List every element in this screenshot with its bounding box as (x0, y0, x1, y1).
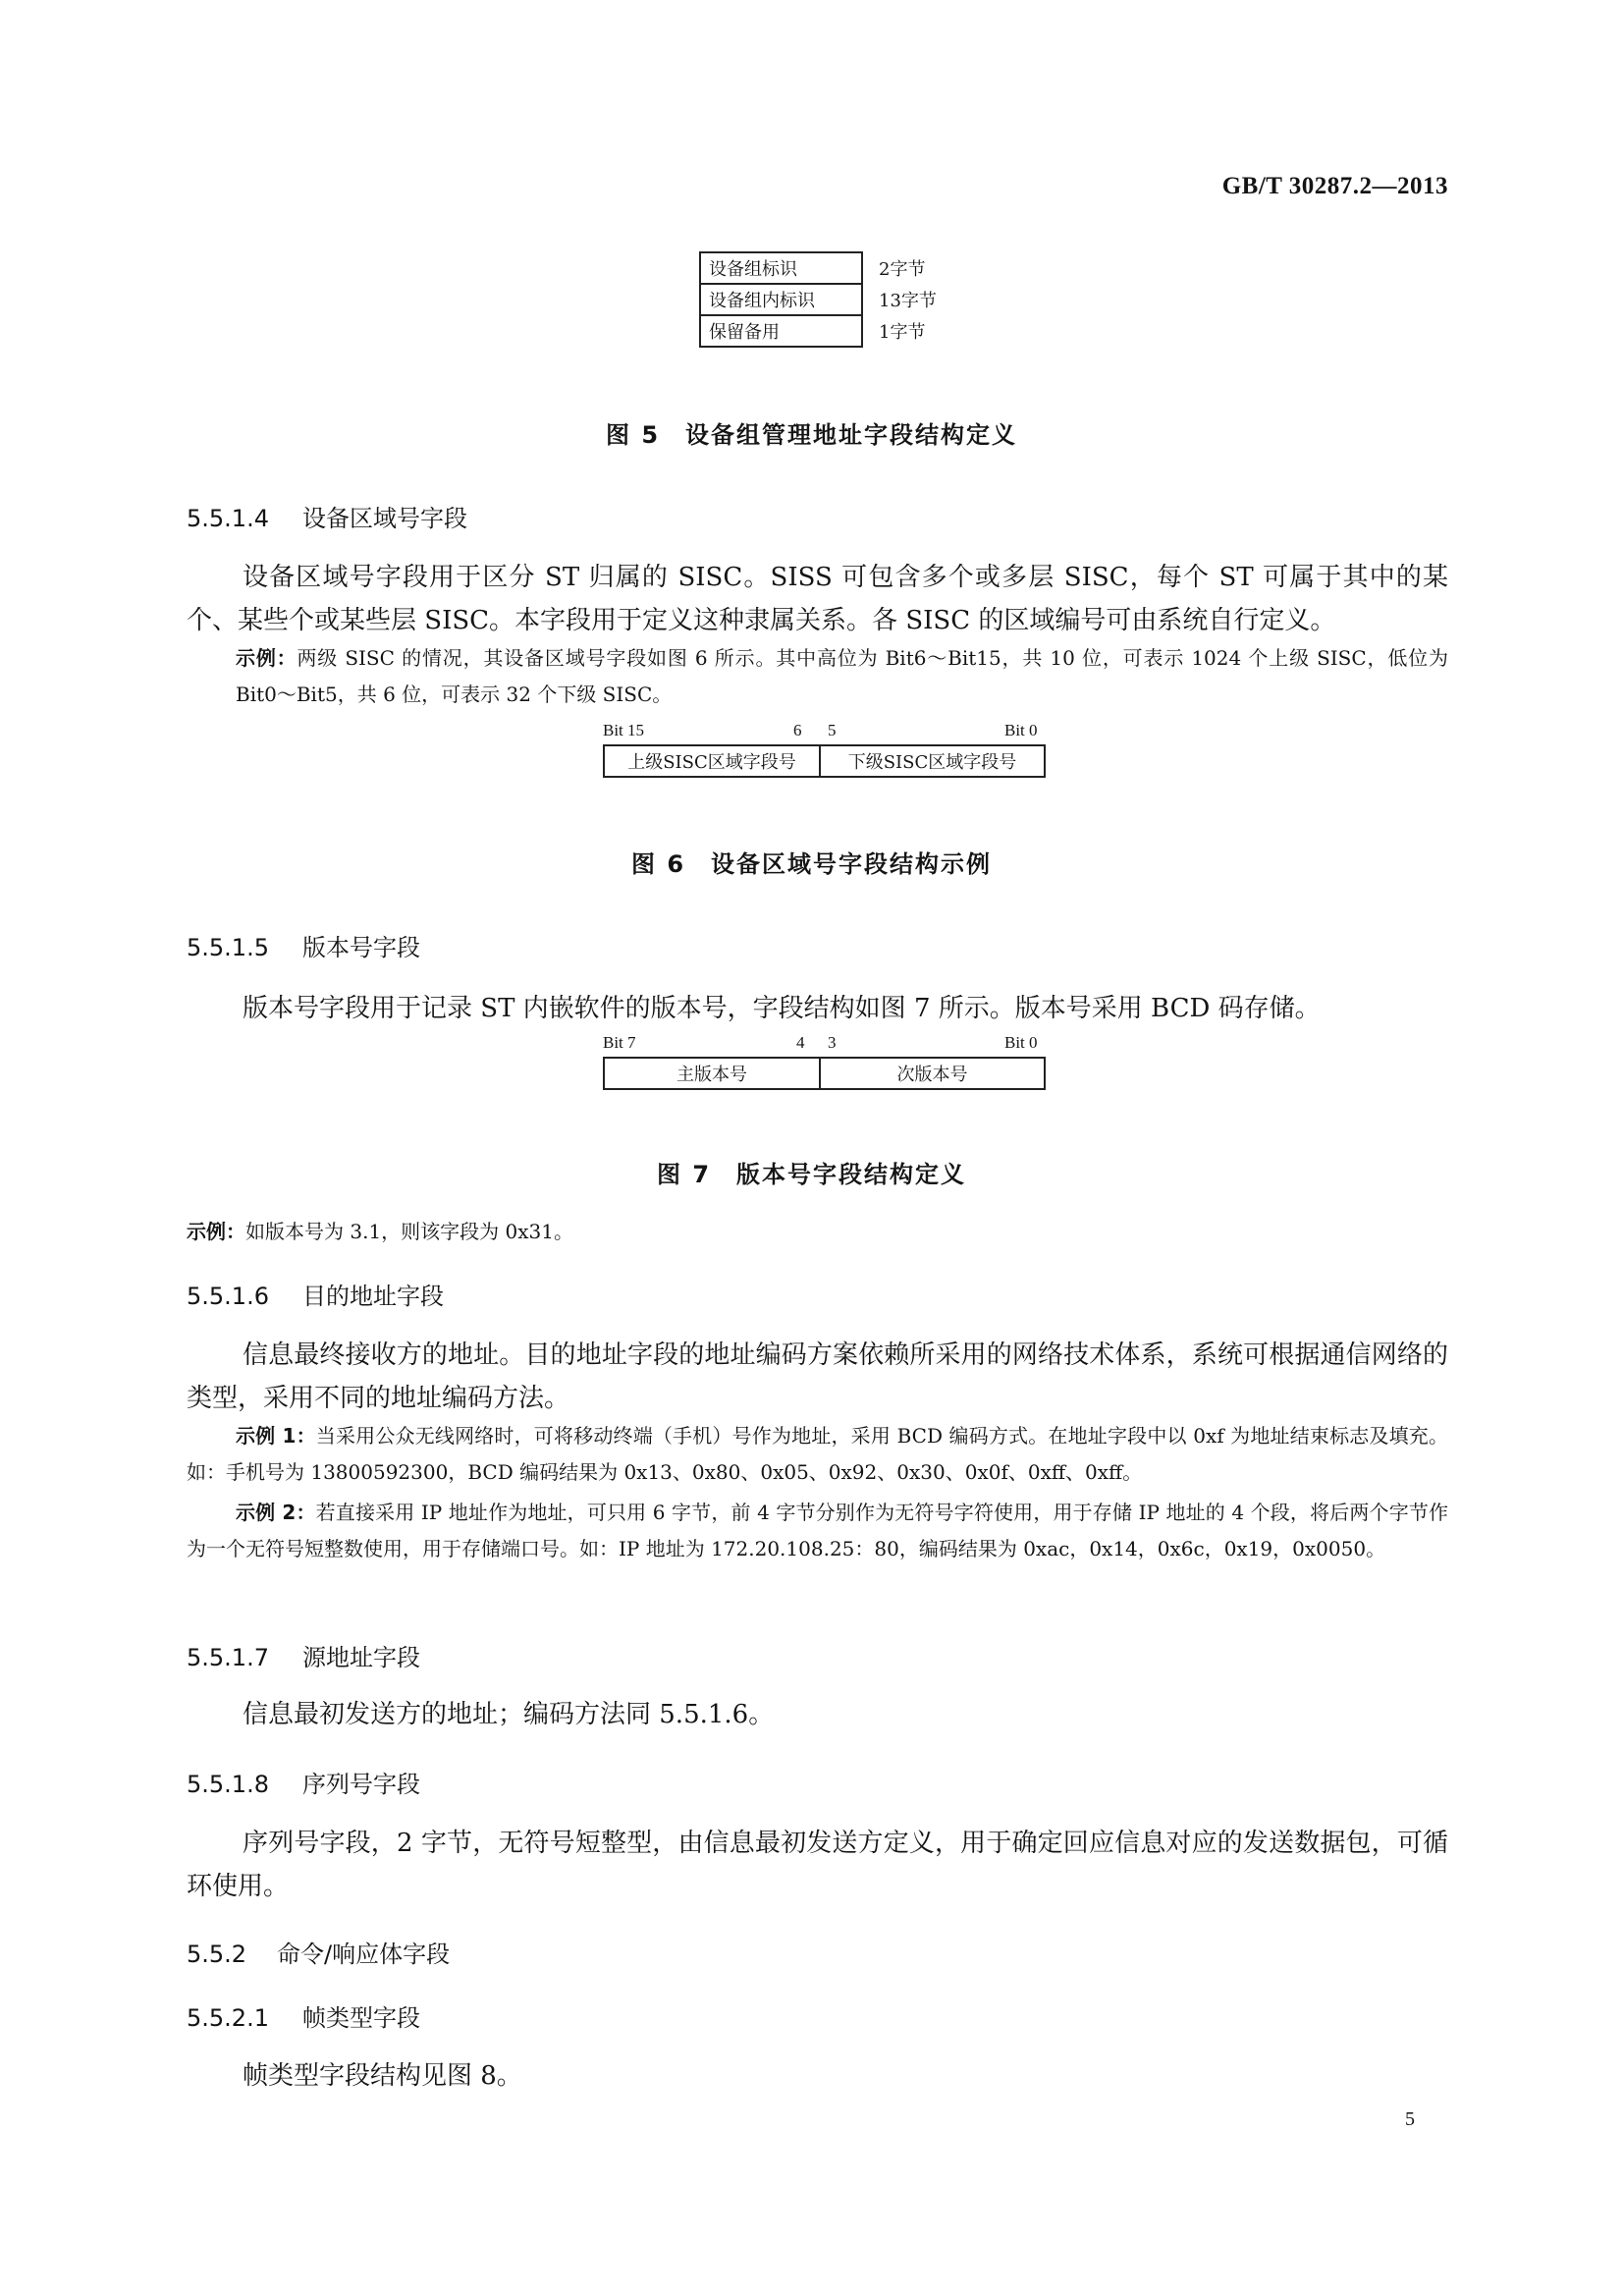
example-text: 若直接采用 IP 地址作为地址，可只用 6 字节，前 4 字节分别作为无符号字符使用，用于存储 IP 地址的 4 个段，将后两个字节作为一个无符号短整数使用，用于存储端口号。如：IP 地址为 172.20.108.25：80，编码结果为 0xac，0x14，0x6c，0x19，0x0050。 (187, 1501, 1448, 1560)
field-cell: 下级SISC区域字段号 (819, 746, 1044, 776)
table-row (700, 284, 946, 315)
example (187, 1214, 1448, 1250)
figure-7-bitfield (603, 1057, 1046, 1090)
field-size: 2字节 (879, 259, 926, 280)
section-heading-5-5-2 (187, 1935, 450, 1969)
example-2 (187, 1495, 1448, 1567)
field-cell: 上级SISC区域字段号 (627, 752, 796, 773)
example-label: 示例： (187, 1220, 245, 1243)
section-number: 5.5.1.4 (187, 505, 269, 532)
bit-label: 4 (796, 1033, 805, 1052)
figure-7-caption: 图 7 版本号字段结构定义 (656, 1161, 967, 1188)
bit-label: 3 (828, 1033, 837, 1052)
example-text: 两级 SISC 的情况，其设备区域号字段如图 6 所示。其中高位为 Bit6～Bit15，共 10 位，可表示 1024 个上级 SISC，低位为 Bit0～Bit5，共 6 位，可表示 32 个下级 SISC。 (236, 646, 1448, 706)
example (236, 640, 1448, 713)
example-label: 示例 2： (236, 1501, 316, 1524)
table-row (700, 315, 946, 347)
section-heading-5-5-1-6 (187, 1277, 444, 1311)
section-heading-5-5-1-7 (187, 1638, 420, 1672)
paragraph: 信息最终接收方的地址。目的地址字段的地址编码方案依赖所采用的网络技术体系，系统可根据通信网络的类型，采用不同的地址编码方法。 (187, 1340, 1448, 1413)
standard-number: GB/T 30287.2—2013 (1221, 173, 1448, 199)
field-cell: 主版本号 (676, 1065, 747, 1085)
page-number: 5 (1405, 2108, 1415, 2130)
field-name: 保留备用 (700, 315, 862, 347)
section-number: 5.5.1.6 (187, 1283, 269, 1310)
paragraph: 设备区域号字段用于区分 ST 归属的 SISC。SISS 可包含多个或多层 SISC，每个 ST 可属于其中的某个、某些个或某些层 SISC。本字段用于定义这种隶属关系。各 SISC 的区域编号可由系统自行定义。 (187, 563, 1448, 635)
section-number: 5.5.1.8 (187, 1771, 269, 1798)
bit-label: Bit 15 (603, 721, 645, 739)
section-title: 帧类型字段 (302, 2004, 420, 2032)
table-row (700, 252, 946, 284)
section-title: 目的地址字段 (302, 1283, 444, 1310)
field-name: 设备组标识 (700, 252, 862, 284)
figure-6-bitfield (603, 744, 1046, 778)
section-number: 5.5.1.5 (187, 934, 269, 961)
field-size: 1字节 (879, 322, 926, 343)
bit-label: Bit 0 (1004, 1033, 1038, 1052)
paragraph: 信息最初发送方的地址；编码方法同 5.5.1.6。 (243, 1700, 775, 1729)
field-size: 13字节 (879, 291, 937, 311)
field-cell: 次版本号 (819, 1059, 1044, 1088)
section-title: 命令/响应体字段 (277, 1941, 451, 1968)
section-number: 5.5.2.1 (187, 2004, 269, 2032)
paragraph: 版本号字段用于记录 ST 内嵌软件的版本号，字段结构如图 7 所示。版本号采用 BCD 码存储。 (243, 994, 1321, 1023)
section-title: 设备区域号字段 (302, 505, 467, 532)
bit-label: Bit 7 (603, 1033, 636, 1052)
section-number: 5.5.1.7 (187, 1644, 269, 1671)
section-heading-5-5-1-5 (187, 928, 420, 962)
figure-6-caption: 图 6 设备区域号字段结构示例 (630, 850, 993, 878)
paragraph: 序列号字段，2 字节，无符号短整型，由信息最初发送方定义，用于确定回应信息对应的发送数据包，可循环使用。 (187, 1829, 1448, 1901)
bit-label: 6 (793, 721, 802, 739)
example-1 (187, 1418, 1448, 1491)
section-number: 5.5.2 (187, 1941, 247, 1968)
section-title: 版本号字段 (302, 934, 420, 961)
example-label: 示例 1： (236, 1424, 316, 1448)
field-name: 设备组内标识 (700, 284, 862, 315)
section-heading-5-5-1-8 (187, 1765, 420, 1799)
section-heading-5-5-2-1 (187, 1998, 420, 2033)
figure-5-caption: 图 5 设备组管理地址字段结构定义 (605, 421, 1018, 449)
paragraph: 帧类型字段结构见图 8。 (243, 2061, 522, 2091)
example-text: 当采用公众无线网络时，可将移动终端（手机）号作为地址，采用 BCD 编码方式。在地址字段中以 0xf 为地址结束标志及填充。如：手机号为 13800592300，BCD 编码结果为 0x13、0x80、0x05、0x92、0x30、0x0f、0xff、0xff。 (187, 1424, 1448, 1484)
section-heading-5-5-1-4 (187, 499, 467, 533)
section-title: 源地址字段 (302, 1644, 420, 1671)
bit-label: Bit 0 (1004, 721, 1038, 739)
example-label: 示例： (236, 646, 298, 670)
figure-5-table (699, 251, 947, 348)
bit-label: 5 (828, 721, 837, 739)
section-title: 序列号字段 (302, 1771, 420, 1798)
example-text: 如版本号为 3.1，则该字段为 0x31。 (245, 1220, 573, 1243)
